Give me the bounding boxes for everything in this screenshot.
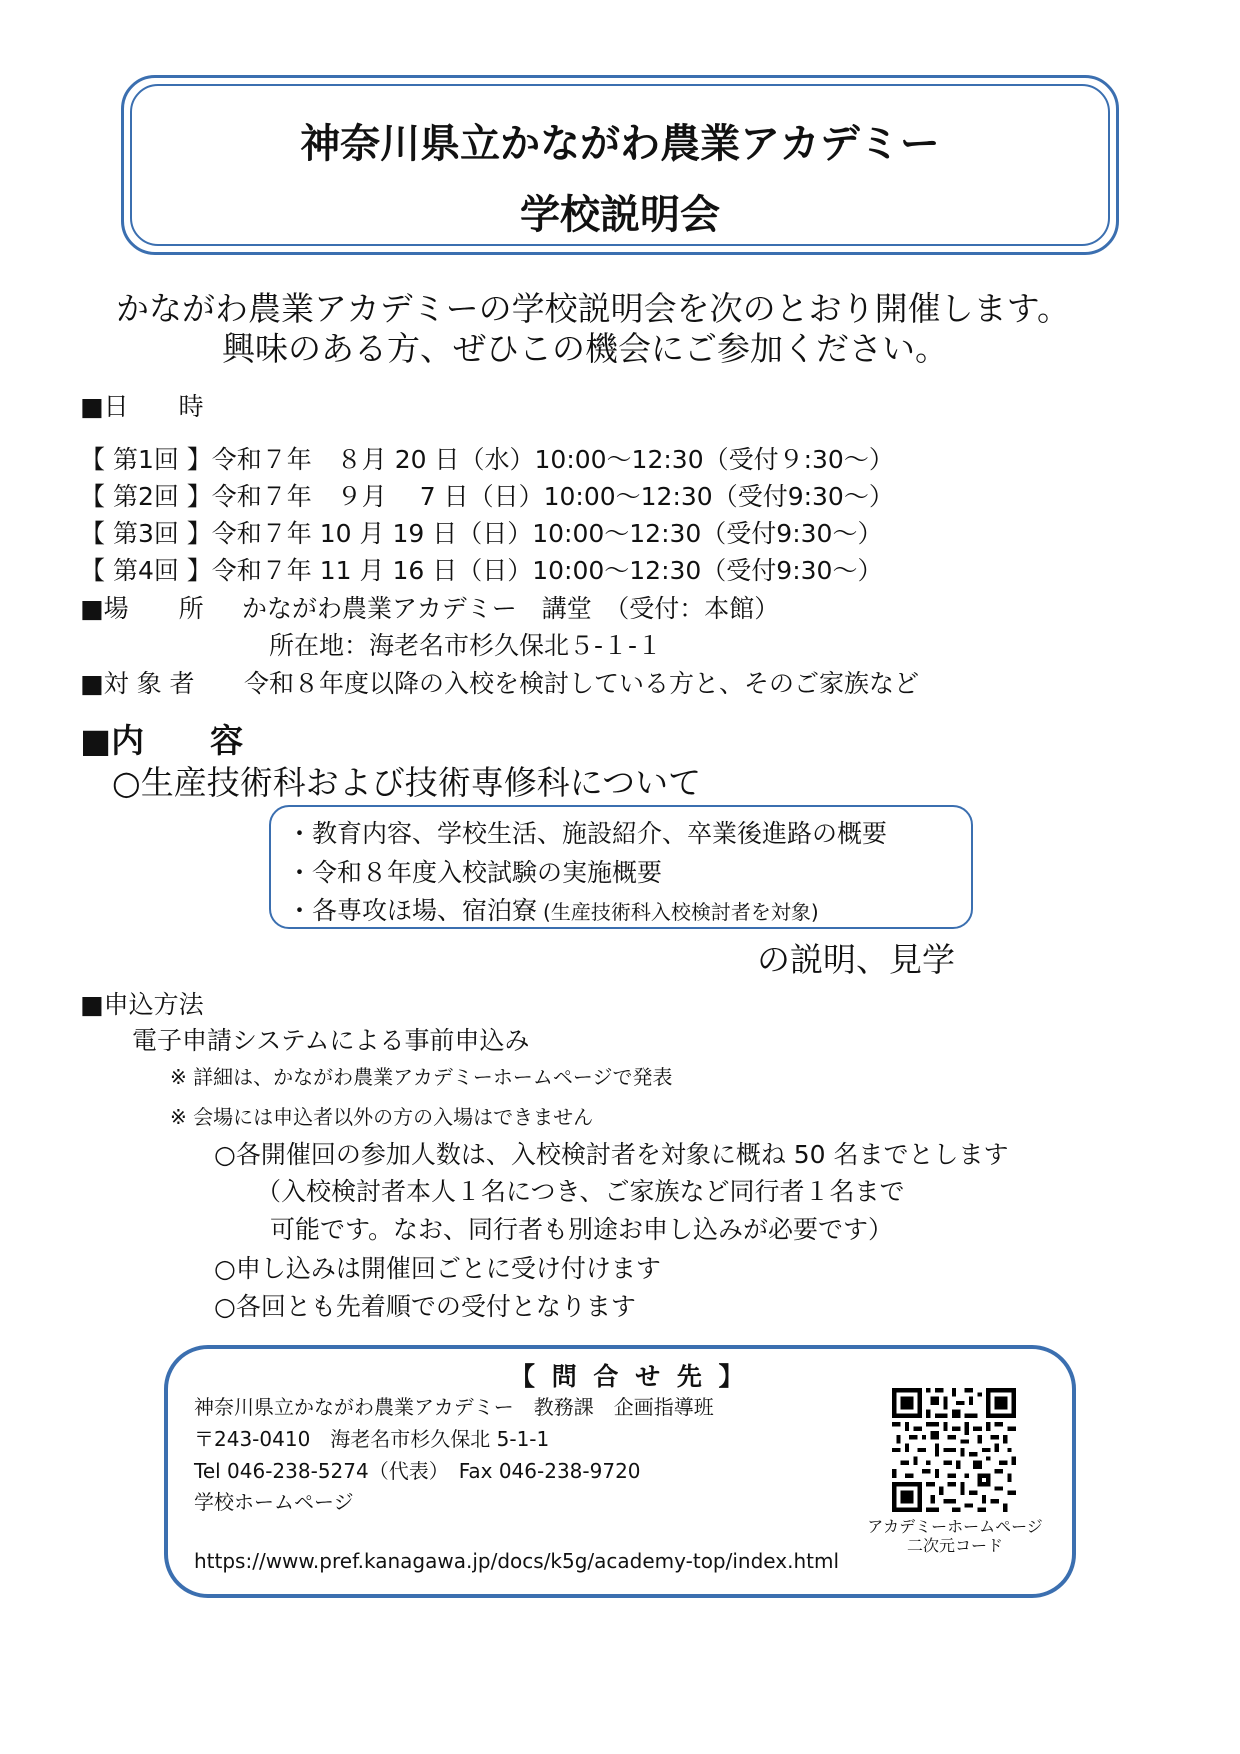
application-method: 電子申請システムによる事前申込み: [132, 1026, 530, 1055]
content-point-2: ・令和８年度入校試験の実施概要: [287, 858, 663, 887]
qr-code[interactable]: [892, 1388, 1016, 1512]
content-heading: ■内 容: [80, 721, 244, 760]
intro-line-2: 興味のある方、ぜひこの機会にご参加ください。: [222, 329, 948, 368]
application-rule-1: ○各開催回の参加人数は、入校検討者を対象に概ね 50 名までとします: [214, 1140, 1009, 1169]
application-note-1: ※ 詳細は、かながわ農業アカデミーホームページで発表: [170, 1065, 673, 1089]
contact-org: 神奈川県立かながわ農業アカデミー 教務課 企画指導班: [194, 1395, 714, 1419]
content-point-3: ・各専攻ほ場、宿泊寮 (生産技術科入校検討者を対象): [287, 896, 819, 925]
application-heading: ■申込方法: [80, 990, 204, 1019]
intro-line-1: かながわ農業アカデミーの学校説明会を次のとおり開催します。: [116, 289, 1071, 328]
place-heading: ■場 所: [80, 594, 204, 623]
contact-heading: 【 問 合 せ 先 】: [510, 1362, 748, 1391]
content-suffix: の説明、見学: [757, 940, 955, 979]
contact-postal: 〒243-0410 海老名市杉久保北 5-1-1: [194, 1427, 550, 1451]
place-address: 所在地：海老名市杉久保北５-１-１: [269, 631, 663, 660]
content-point-3-note: (生産技術科入校検討者を対象): [543, 900, 819, 924]
contact-phone: Tel 046-238-5274（代表） Fax 046-238-9720: [194, 1459, 641, 1483]
content-subject: ○生産技術科および技術専修科について: [112, 763, 702, 802]
target-heading: ■対 象 者: [80, 669, 195, 698]
application-note-2: ※ 会場には申込者以外の方の入場はできません: [170, 1105, 594, 1129]
session-2: 【 第2回 】令和７年 ９月 7 日（日）10:00～12:30（受付9:30～）: [80, 482, 894, 511]
content-point-1: ・教育内容、学校生活、施設紹介、卒業後進路の概要: [287, 819, 888, 848]
place-value: かながわ農業アカデミー 講堂 （受付：本館）: [242, 594, 780, 623]
application-rule-2: （入校検討者本人１名につき、ご家族など同行者１名まで: [256, 1177, 905, 1206]
qr-caption-1: アカデミーホームページ: [867, 1517, 1043, 1536]
contact-url[interactable]: https://www.pref.kanagawa.jp/docs/k5g/academy-top/index.html: [194, 1549, 839, 1573]
page-subtitle: 学校説明会: [520, 192, 720, 238]
application-rule-4: ○申し込みは開催回ごとに受け付けます: [214, 1254, 661, 1283]
application-rule-5: ○各回とも先着順での受付となります: [214, 1292, 636, 1321]
session-4: 【 第4回 】令和７年 11 月 16 日（日）10:00～12:30（受付9:30～）: [80, 556, 883, 585]
qr-caption-2: 二次元コード: [906, 1536, 1003, 1555]
session-3: 【 第3回 】令和７年 10 月 19 日（日）10:00～12:30（受付9:30～）: [80, 519, 883, 548]
contact-homepage-label: 学校ホームページ: [194, 1490, 354, 1514]
session-1: 【 第1回 】令和７年 ８月 20 日（水）10:00～12:30（受付９:30～）: [80, 445, 894, 474]
schedule-heading: ■日 時: [80, 392, 204, 421]
page-title: 神奈川県立かながわ農業アカデミー: [300, 121, 940, 167]
target-value: 令和８年度以降の入校を検討している方と、そのご家族など: [244, 669, 920, 698]
application-rule-3: 可能です。なお、同行者も別途お申し込みが必要です）: [270, 1215, 894, 1244]
